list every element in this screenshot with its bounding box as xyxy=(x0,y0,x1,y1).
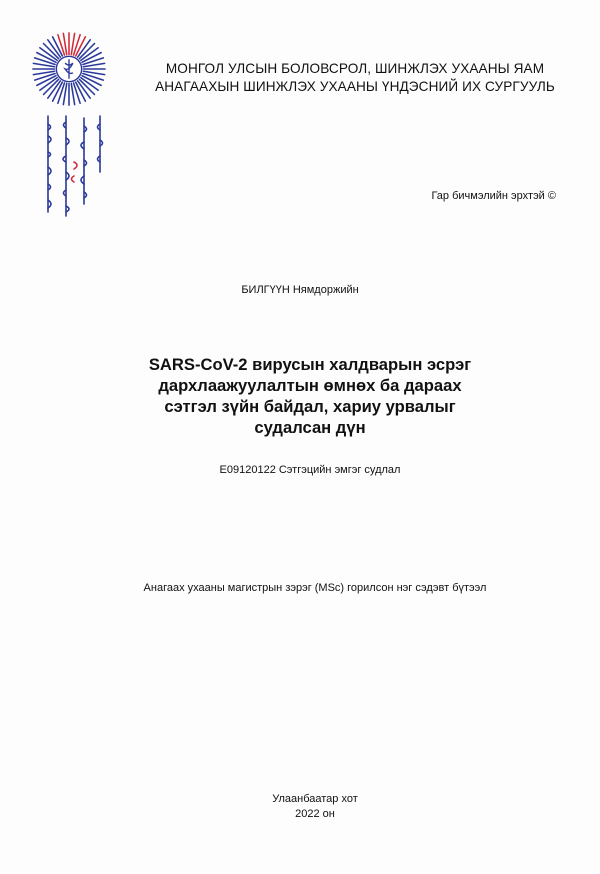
university-name: АНАГААХЫН ШИНЖЛЭХ УХААНЫ ҮНДЭСНИЙ ИХ СУРГУУЛЬ xyxy=(155,79,555,94)
institution-header xyxy=(130,60,580,96)
university-logo-icon xyxy=(30,30,108,108)
title-line: SARS-CoV-2 вирусын халдварын эсрэг xyxy=(148,355,472,374)
title-line: сэтгэл зүйн байдал, хариу урвалыг xyxy=(164,397,456,416)
specialty-code: E09120122 Сэтгэцийн эмгэг судлал xyxy=(219,464,401,476)
title-line: дархлаажуулалтын өмнөх ба дараах xyxy=(158,376,462,395)
city: Улаанбаатар хот xyxy=(272,793,358,805)
place-and-year xyxy=(0,792,600,822)
ministry-name: МОНГОЛ УЛСЫН БОЛОВСРОЛ, ШИНЖЛЭХ УХААНЫ ЯАМ xyxy=(165,61,545,76)
title-line: судалсан дүн xyxy=(254,418,366,437)
year: 2022 он xyxy=(295,808,335,820)
author-name: БИЛГҮҮН Нямдоржийн xyxy=(241,284,359,296)
mongolian-script-logo-text xyxy=(34,112,110,222)
thesis-title xyxy=(100,354,520,438)
copyright-notice: Гар бичмэлийн эрхтэй © xyxy=(431,190,556,202)
degree-statement: Анагаах ухааны магистрын зэрэг (MSc) горилсон нэг сэдэвт бүтээл xyxy=(143,582,487,594)
